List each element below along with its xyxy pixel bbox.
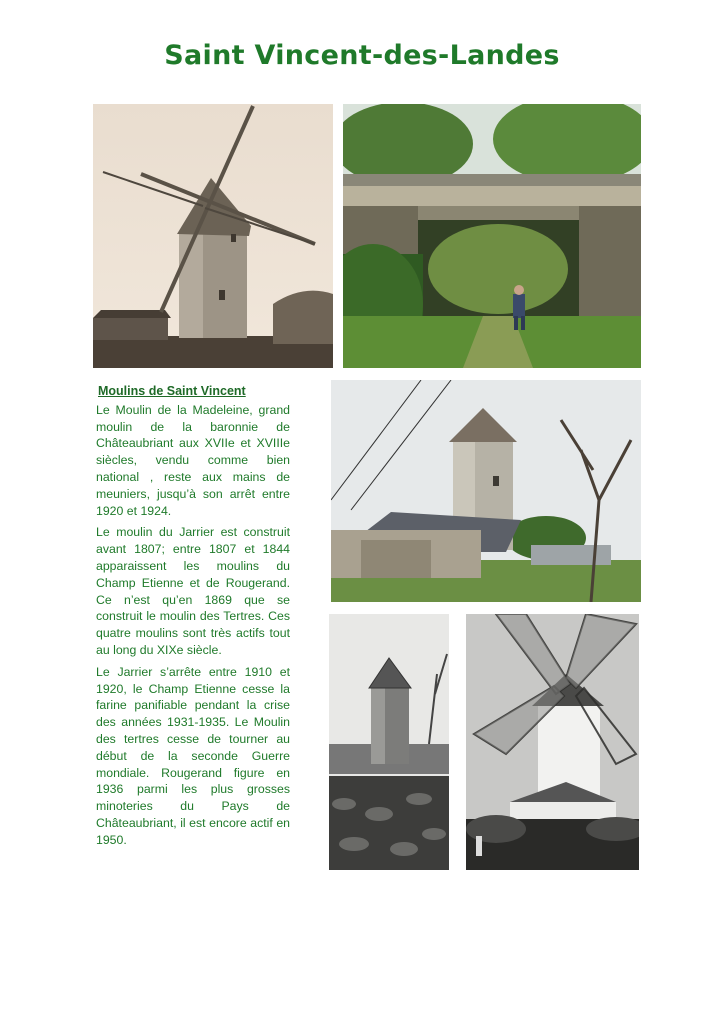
photo-windmill-tower-farmhouse [331, 380, 641, 602]
article-paragraph-3: Le Jarrier s’arrête entre 1910 et 1920, le Champ Etienne cesse la farine panifiable pendant la crise des années 1931-1935. Le Moulin des tertres cesse de tourner au début de la seconde Guerre mondiale. Rougerand figure en 1936 parmi les plus grosses minoteries du Pays de Châteaubriant, il est encore actif en 1950. [96, 664, 290, 847]
article-heading: Moulins de Saint Vincent [98, 384, 246, 398]
photo-windmill-sepia [93, 104, 333, 368]
page-title: Saint Vincent-des-Landes [164, 40, 560, 71]
photo-railway-bridge-path [343, 104, 641, 368]
photo-windmill-ruin-bw [329, 614, 449, 870]
article-paragraph-1: Le Moulin de la Madeleine, grand moulin de la baronnie de Châteaubriant aux XVIIe et XVIIIe siècles, vendu comme bien national , reste aux mains de meuniers, jusqu’à son arrêt entre 1920 et 1924. [96, 402, 290, 518]
article-paragraph-2: Le moulin du Jarrier est construit avant 1807; entre 1807 et 1844 apparaissent les moulins du Champ Etienne et de Rougerand. Ce n’est qu’en 1869 que se construit le moulin des Tertres. Ces quatre moulins sont très actifs tout au long du XIXe siècle. [96, 525, 290, 657]
photo-windmill-sails-bw [466, 614, 639, 870]
article-text [96, 383, 290, 854]
